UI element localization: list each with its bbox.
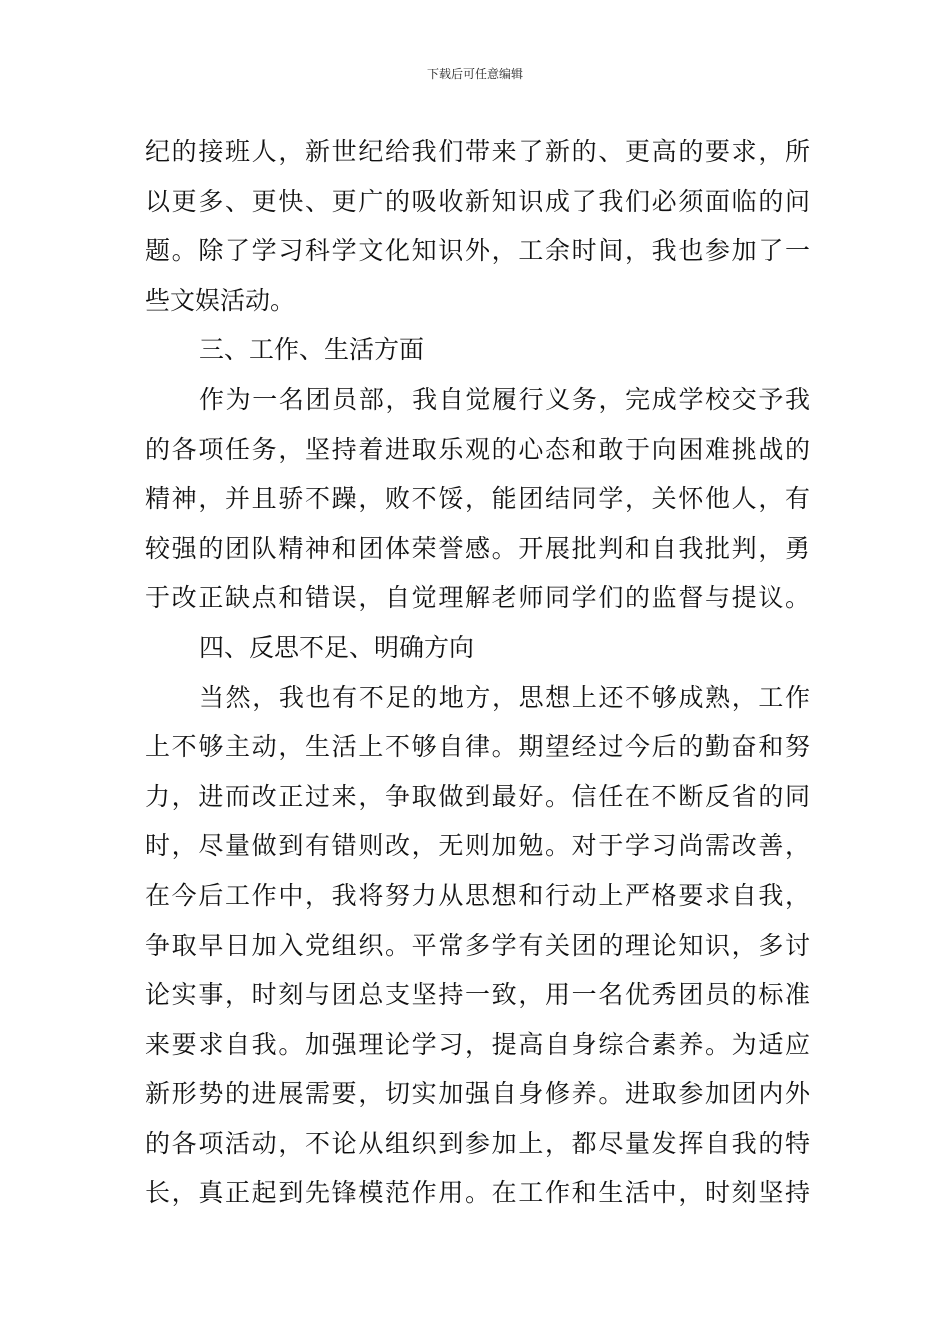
text-line: 新形势的进展需要，切实加强自身修养。进取参加团内外 — [145, 1079, 810, 1109]
body-text — [145, 127, 810, 1218]
page-header: 下载后可任意编辑 — [426, 67, 523, 81]
text-line: 力，进而改正过来，争取做到最好。信任在不断反省的同 — [145, 781, 810, 811]
text-line: 论实事，时刻与团总支坚持一致，用一名优秀团员的标准 — [145, 980, 810, 1010]
text-line: 精神，并且骄不躁，败不馁，能团结同学，关怀他人，有 — [145, 484, 810, 514]
text-line: 的各项任务，坚持着进取乐观的心态和敢于向困难挑战的 — [145, 434, 810, 464]
text-line: 上不够主动，生活上不够自律。期望经过今后的勤奋和努 — [145, 732, 810, 762]
text-line: 长，真正起到先锋模范作用。在工作和生活中，时刻坚持 — [145, 1178, 810, 1208]
text-line: 争取早日加入党组织。平常多学有关团的理论知识，多讨 — [145, 930, 810, 960]
text-line: 在今后工作中，我将努力从思想和行动上严格要求自我， — [145, 880, 810, 910]
section-heading: 四、反思不足、明确方向 — [199, 632, 475, 662]
text-line: 于改正缺点和错误，自觉理解老师同学们的监督与提议。 — [145, 583, 810, 613]
text-line: 以更多、更快、更广的吸收新知识成了我们必须面临的问 — [145, 186, 810, 216]
text-line: 的各项活动，不论从组织到参加上，都尽量发挥自我的特 — [145, 1128, 810, 1158]
text-line: 些文娱活动。 — [145, 285, 296, 315]
text-line: 时，尽量做到有错则改，无则加勉。对于学习尚需改善， — [145, 831, 810, 861]
text-line: 较强的团队精神和团体荣誉感。开展批判和自我批判，勇 — [145, 533, 810, 563]
text-line: 纪的接班人，新世纪给我们带来了新的、更高的要求，所 — [145, 137, 810, 166]
section-heading: 三、工作、生活方面 — [199, 335, 425, 365]
text-line: 题。除了学习科学文化知识外，工余时间，我也参加了一 — [145, 236, 810, 266]
text-line: 作为一名团员部，我自觉履行义务，完成学校交予我 — [199, 384, 810, 414]
text-line: 来要求自我。加强理论学习，提高自身综合素养。为适应 — [145, 1029, 810, 1059]
text-line: 当然，我也有不足的地方，思想上还不够成熟，工作 — [199, 682, 810, 712]
